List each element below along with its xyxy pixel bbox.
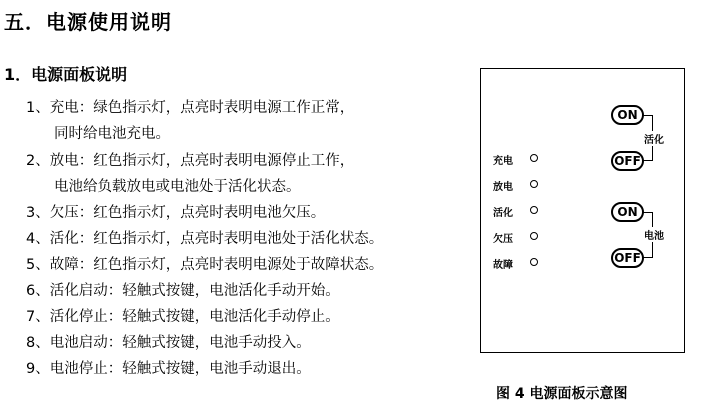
list-item-5: 5、故障：红色指示灯，点亮时表明电源处于故障状态。 bbox=[26, 257, 384, 273]
activation-group-label: 活化 bbox=[643, 131, 665, 146]
list-item-1-line2: 同时给电池充电。 bbox=[54, 126, 170, 142]
activation-on-button[interactable]: ON bbox=[611, 105, 644, 125]
battery-group-label: 电池 bbox=[643, 227, 665, 242]
list-item-9: 9、电池停止：轻触式按键，电池手动退出。 bbox=[26, 361, 311, 377]
list-item-8: 8、电池启动：轻触式按键，电池手动投入。 bbox=[26, 335, 311, 351]
section-title: 五．电源使用说明 bbox=[4, 10, 172, 34]
discharge-led-icon bbox=[530, 180, 538, 188]
charge-led-icon bbox=[530, 154, 538, 162]
activation-led-icon bbox=[530, 206, 538, 214]
figure-caption: 图 4 电源面板示意图 bbox=[496, 386, 628, 402]
list-item-2-line2: 电池给负载放电或电池处于活化状态。 bbox=[54, 179, 301, 195]
indicator-label-activation: 活化 bbox=[493, 208, 513, 219]
battery-off-button[interactable]: OFF bbox=[611, 248, 644, 268]
indicator-label-charge: 充电 bbox=[493, 156, 513, 167]
list-item-6: 6、活化启动：轻触式按键，电池活化手动开始。 bbox=[26, 283, 340, 299]
fault-led-icon bbox=[530, 258, 538, 266]
list-item-4: 4、活化：红色指示灯，点亮时表明电池处于活化状态。 bbox=[26, 231, 384, 247]
indicator-label-undervoltage: 欠压 bbox=[493, 234, 513, 245]
activation-off-button[interactable]: OFF bbox=[611, 151, 644, 171]
list-item-1-line1: 1、充电：绿色指示灯，点亮时表明电源工作正常， bbox=[26, 100, 355, 116]
subsection-title: 1．电源面板说明 bbox=[4, 65, 128, 84]
power-panel-diagram bbox=[480, 68, 685, 353]
list-item-7: 7、活化停止：轻触式按键，电池活化手动停止。 bbox=[26, 309, 340, 325]
list-item-3: 3、欠压：红色指示灯，点亮时表明电池欠压。 bbox=[26, 205, 326, 221]
list-item-2-line1: 2、放电：红色指示灯，点亮时表明电源停止工作， bbox=[26, 153, 355, 169]
battery-on-button[interactable]: ON bbox=[611, 202, 644, 222]
undervoltage-led-icon bbox=[530, 232, 538, 240]
indicator-label-fault: 故障 bbox=[493, 260, 513, 271]
indicator-label-discharge: 放电 bbox=[493, 182, 513, 193]
